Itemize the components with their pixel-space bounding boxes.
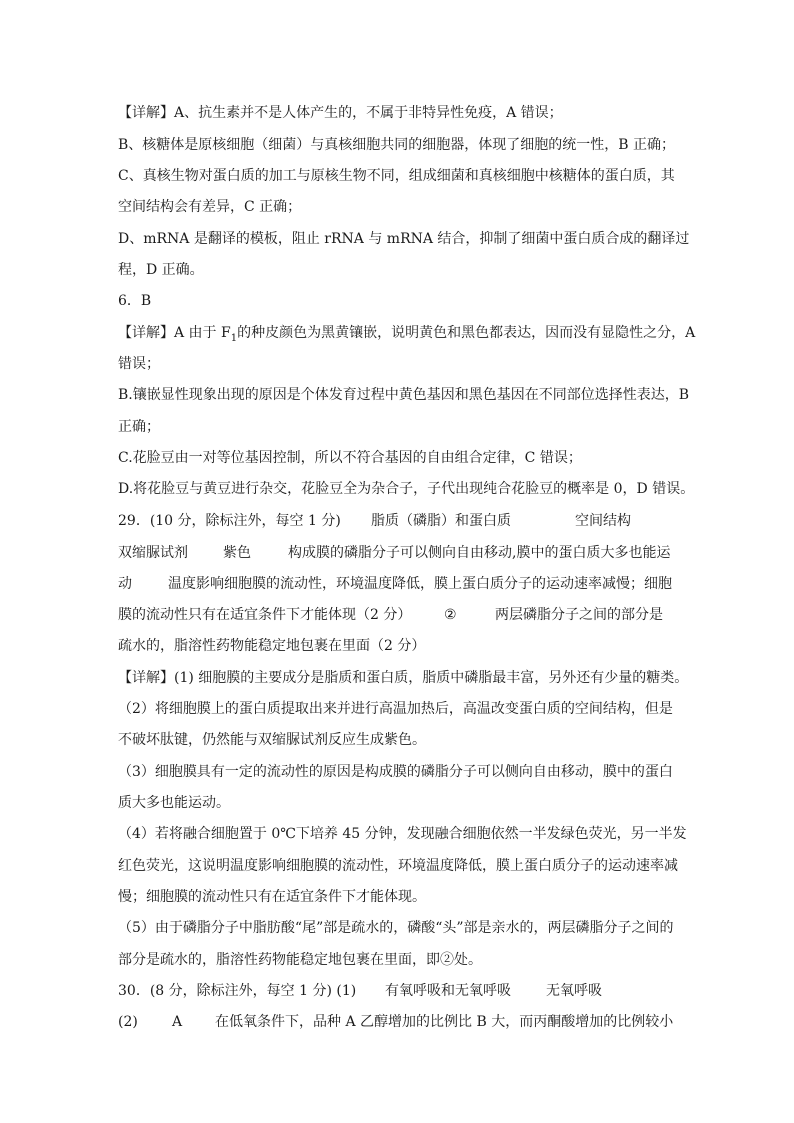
- q6-answer: 6．B: [118, 293, 152, 309]
- q29-answer-line-3: 动 温度影响细胞膜的流动性，环境温度降低，膜上蛋白质分子的运动速率减慢；细胞: [118, 576, 672, 592]
- q29-explain-4b: 红色荧光，这说明温度影响细胞膜的流动性，环境温度降低，膜上蛋白质分子的运动速率减: [118, 858, 678, 874]
- q30-blank-1: 有氧呼吸和无氧呼吸: [385, 983, 511, 999]
- q29-answer-line-1: [118, 511, 718, 531]
- q5-line-6: 程，D 正确。: [118, 262, 204, 278]
- q6-line-1: 【详解】A 由于 $F_1$的种皮颜色为黑黄镶嵌，说明黄色和黑色都表达，因而没有显隐性之分，A: [118, 325, 696, 344]
- q29-blank-6: 温度影响细胞膜的流动性，环境温度降低，膜上蛋白质分子的运动速率减慢；细胞: [168, 576, 672, 592]
- q6-line-2: 错误；: [118, 356, 160, 372]
- explanation-label: 【详解】: [118, 325, 174, 341]
- q5-line-2: B、核糖体是原核细胞（细菌）与真核细胞共同的细胞器，体现了细胞的统一性，B 正确；: [118, 137, 676, 153]
- q29-answer-line-5: 疏水的，脂溶性药物能稳定地包裹在里面（2 分）: [118, 638, 426, 654]
- q5-line-3: C、真核生物对蛋白质的加工与原核生物不同，组成细菌和真核细胞中核糖体的蛋白质，其: [118, 168, 675, 184]
- q5-line-4: 空间结构会有差异，C 正确；: [118, 199, 302, 215]
- q29-explain-5a: （5）由于磷脂分子中脂肪酸“尾”部是疏水的，磷酸“头”部是亲水的，两层磷脂分子之间的: [118, 920, 674, 936]
- q6-line-5: C.花脸豆由一对等位基因控制，所以不符合基因的自由组合定律，C 错误；: [118, 450, 582, 466]
- q29-answer-line-4: 膜的流动性只有在适宜条件下才能体现（2 分） ② 两层磷脂分子之间的部分是: [118, 607, 663, 623]
- q29-explain-3a: （3）细胞膜具有一定的流动性的原因是构成膜的磷脂分子可以侧向自由移动，膜中的蛋白: [118, 764, 673, 780]
- q29-explain-1: 【详解】(1) 细胞膜的主要成分是脂质和蛋白质，脂质中磷脂最丰富，另外还有少量的糖类。: [118, 670, 689, 686]
- q5-line-5: D、mRNA 是翻译的模板，阻止 rRNA 与 mRNA 结合，抑制了细菌中蛋白质合成的翻译过: [118, 231, 690, 247]
- q29-explain-2a: （2）将细胞膜上的蛋白质提取出来并进行高温加热后，高温改变蛋白质的空间结构，但是: [118, 701, 673, 717]
- q30-blank-3: A: [172, 1014, 183, 1030]
- q29-explain-4c: 慢；细胞膜的流动性只有在适宜条件下才能体现。: [118, 889, 426, 905]
- q29-blank-8: 两层磷脂分子之间的部分是: [495, 607, 663, 623]
- q29-blank-2: 空间结构: [575, 513, 631, 529]
- q29-blank-5: 构成膜的磷脂分子可以侧向自由移动,膜中的蛋白质大多也能运: [288, 545, 671, 561]
- q29-answer-line-2: [118, 543, 718, 563]
- q29-explain-2b: 不破坏肽键，仍然能与双缩脲试剂反应生成紫色。: [118, 732, 426, 748]
- q30-answer-line-2: (2) A 在低氧条件下，品种 A 乙醇增加的比例比 B 大，而丙酮酸增加的比例较小: [118, 1014, 674, 1030]
- q30-answer-line-1: [118, 981, 718, 1001]
- q29-explain-4a: （4）若将融合细胞置于 0℃下培养 45 分钟，发现融合细胞依然一半发绿色荧光，另一半发: [118, 826, 687, 842]
- q6-line-3: B.镶嵌显性现象出现的原因是个体发育过程中黄色基因和黑色基因在不同部位选择性表达，B: [118, 387, 690, 403]
- q30-header: 30．(8 分，除标注外，每空 1 分) (1): [118, 983, 357, 999]
- q29-header: 29．(10 分，除标注外，每空 1 分): [118, 513, 341, 529]
- q30-blank-4: 在低氧条件下，品种 A 乙醇增加的比例比 B 大，而丙酮酸增加的比例较小: [215, 1014, 674, 1030]
- q29-blank-1: 脂质（磷脂）和蛋白质: [371, 513, 511, 529]
- q29-explain-3b: 质大多也能运动。: [118, 795, 230, 811]
- q29-blank-4: 紫色: [223, 545, 251, 561]
- explanation-label: 【详解】: [118, 105, 174, 121]
- q29-explain-5b: 部分是疏水的，脂溶性药物能稳定地包裹在里面，即②处。: [118, 952, 482, 968]
- q6-line-6: D.将花脸豆与黄豆进行杂交，花脸豆全为杂合子，子代出现纯合花脸豆的概率是 0，D 错误。: [118, 481, 695, 497]
- q29-blank-3: 双缩脲试剂: [118, 545, 188, 561]
- explanation-label: 【详解】: [118, 670, 174, 686]
- q5-line-1: 【详解】A、抗生素并不是人体产生的，不属于非特异性免疫，A 错误；: [118, 105, 563, 121]
- q6-line-4: 正确；: [118, 419, 160, 435]
- q29-blank-7: ②: [444, 607, 457, 623]
- q30-blank-2: 无氧呼吸: [546, 983, 602, 999]
